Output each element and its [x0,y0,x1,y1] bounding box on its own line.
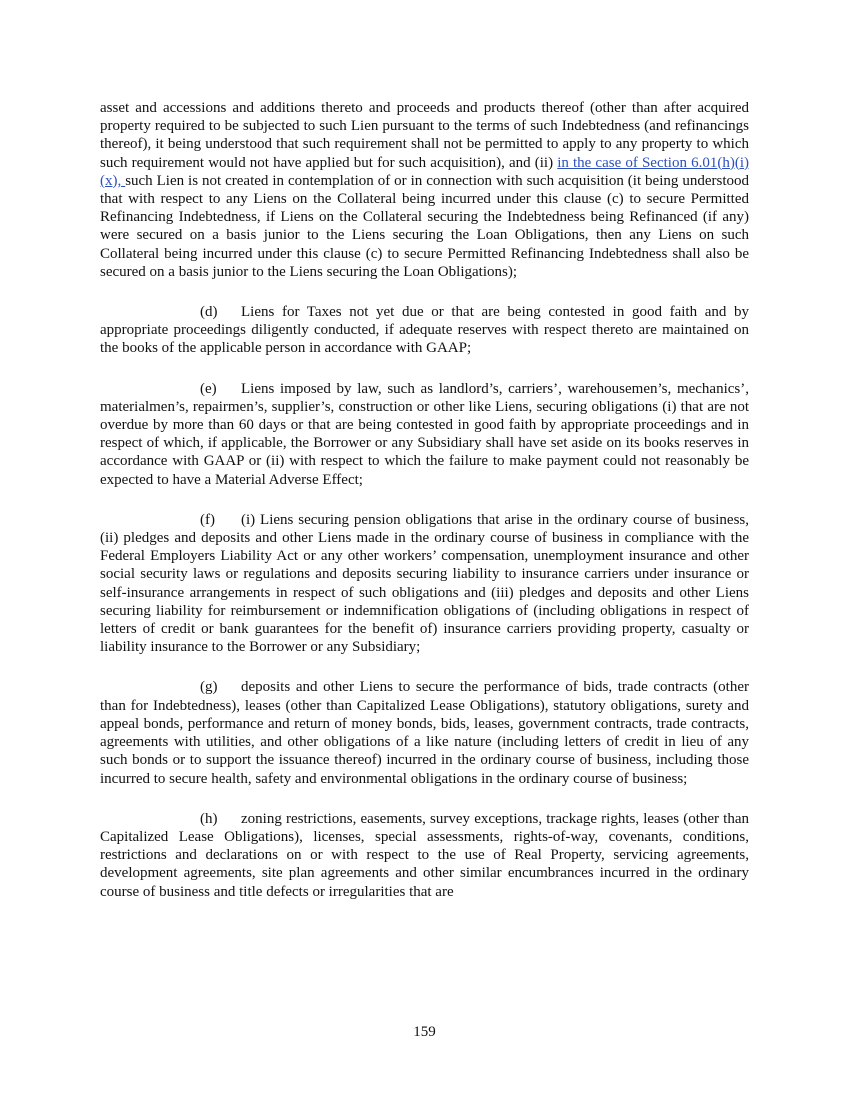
clause-label: (f) [200,511,215,528]
clause-label: (d) [200,304,218,321]
clause-f [100,511,749,657]
continuation-text-after-link: such Lien is not created in contemplation of or in connection with such acquisition (it being understood that with respect to any Liens on the Collateral being incurred under this clause (c) to secure Permitted Refinancing Indebtedness, if Liens on the Collateral securing the Indebtedness being Refinanced (if any) were secured on a basis junior to the Liens securing the Loan Obligations, then any Liens on such Collateral being incurred under this clause (c) to secure Permitted Refinancing Indebtedness shall also be secured on a basis junior to the Liens securing the Loan Obligations); [100,172,749,280]
clause-text: deposits and other Liens to secure the performance of bids, trade contracts (other than for Indebtedness), leases (other than Capitalized Lease Obligations), statutory obligations, surety and appeal bonds, performance and return of money bonds, bids, leases, government contracts, trade contracts, agreements with utilities, and other obligations of a like nature (including letters of credit in lieu of any such bonds or to support the issuance thereof) incurred in the ordinary course of business, including those incurred to secure health, safety and environmental obligations in the ordinary course of business; [100,679,749,787]
document-page [100,99,749,923]
clause-label: (h) [200,810,218,827]
clause-e [100,380,749,489]
clause-h [100,810,749,901]
clause-text: Liens for Taxes not yet due or that are being contested in good faith and by appropriate proceedings diligently conducted, if adequate reserves with respect thereto are maintained on the books of the applicable person in accordance with GAAP; [100,304,749,357]
clause-text: zoning restrictions, easements, survey exceptions, trackage rights, leases (other than Capitalized Lease Obligations), licenses, special assessments, rights-of-way, covenants, conditions, restrictions and declarations on or with respect to the use of Real Property, servicing agreements, development agreements, site plan agreements and other similar encumbrances incurred in the ordinary course of business and title defects or irregularities that are [100,810,749,900]
continuation-text-before-link: asset and accessions and additions thereto and proceeds and products thereof (other than after acquired property required to be subjected to such Lien pursuant to the terms of such Indebtedness (and refinancings thereof), it being understood that such requirement shall not be permitted to apply to any property to which such requirement would not have applied but for such acquisition), and (ii) [100,100,749,171]
clause-label: (e) [200,380,217,397]
clause-label: (g) [200,679,218,696]
clause-d [100,303,749,358]
page-number: 159 [413,1024,436,1040]
paragraph-continuation [100,99,749,281]
section-6-01-link[interactable]: in the case of Section 6.01(h)(i)(x), [100,154,749,189]
clause-text: Liens imposed by law, such as landlord’s, carriers’, warehousemen’s, mechanics’, materialmen’s, repairmen’s, supplier’s, construction or other like Liens, securing obligations (i) that are not overdue by more than 60 days or that are being contested in good faith by appropriate proceedings and in respect of which, if applicable, the Borrower or any Subsidiary shall have set aside on its books reserves in accordance with GAAP or (ii) with respect to which the failure to make payment could not reasonably be expected to have a Material Adverse Effect; [100,380,749,488]
clause-g [100,678,749,787]
clause-text: (i) Liens securing pension obligations that arise in the ordinary course of business, (ii) pledges and deposits and other Liens made in the ordinary course of business in compliance with the Federal Employers Liability Act or any other workers’ compensation, unemployment insurance and other social security laws or regulations and deposits securing liability to insurance carriers under insurance or self-insurance arrangements in respect of such obligations and (iii) pledges and deposits and other Liens securing liability for reimbursement or indemnification obligations of (including obligations in respect of letters of credit or bank guarantees for the benefit of) insurance carriers providing property, casualty or liability insurance to the Borrower or any Subsidiary; [100,511,749,656]
